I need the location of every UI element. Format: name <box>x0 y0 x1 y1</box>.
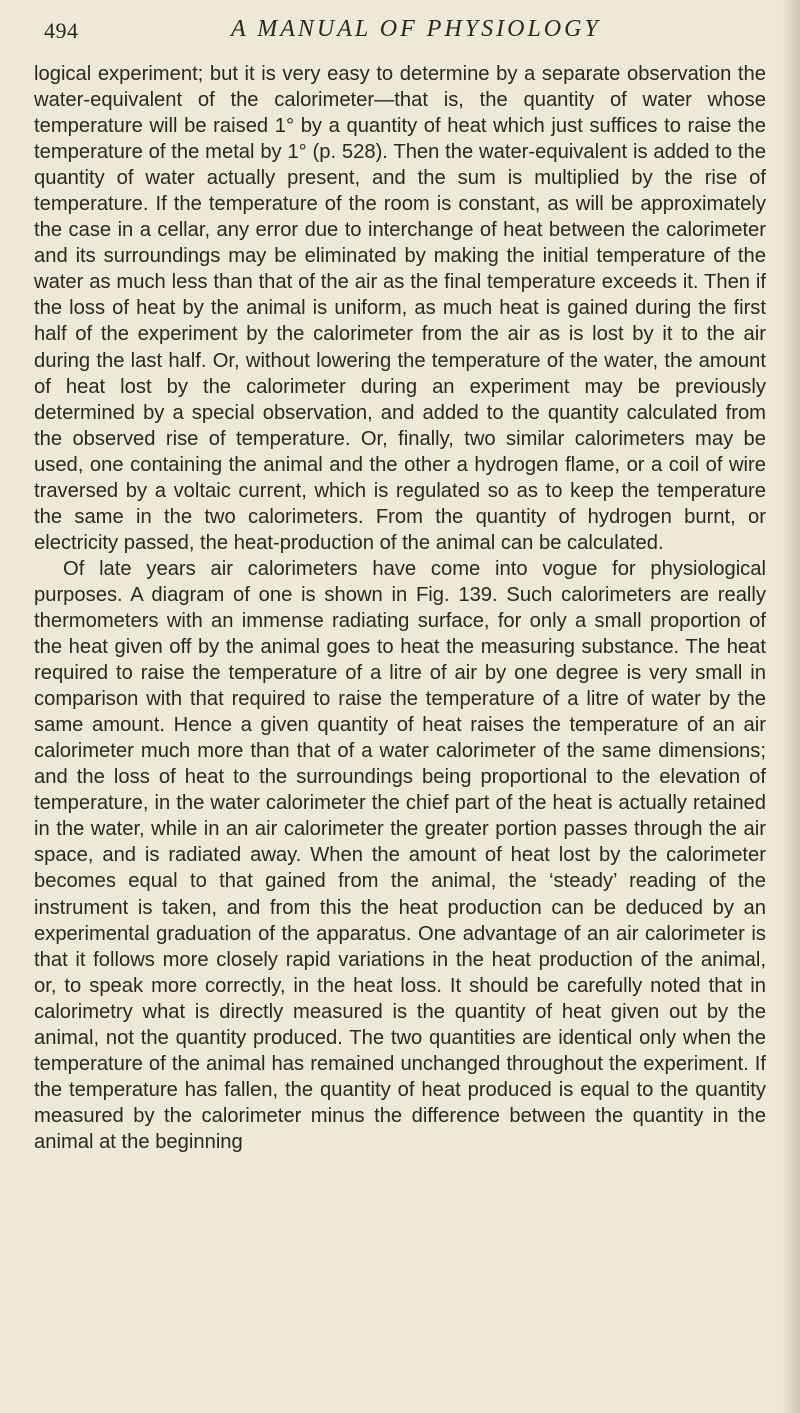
body-text <box>34 61 766 1155</box>
running-title: A MANUAL OF PHYSIOLOGY <box>231 16 601 42</box>
paragraph: logical experiment; but it is very easy to determine by a separate observation the water-equivalent of the calorimeter—that is, the quantity of water whose temperature will be raised 1° by a quantity of heat which just suffices to raise the temperature of the metal by 1° (p. 528). Then the water-equivalent is added to the quantity of water actually present, and the sum is multiplied by the rise of temperature. If the temperature of the room is constant, as will be approximately the case in a cellar, any error due to interchange of heat between the calorimeter and its surroundings may be eliminated by making the initial temperature of the water as much less than that of the air as the final temperature exceeds it. Then if the loss of heat by the animal is uniform, as much heat is gained during the first half of the experiment by the calorimeter from the air as is lost by it to the air during the last half. Or, without lowering the temperature of the water, the amount of heat lost by the calorimeter during an experiment may be previously determined by a special observation, and added to the quantity calculated from the observed rise of temperature. Or, finally, two similar calorimeters may be used, one containing the animal and the other a hydrogen flame, or a coil of wire traversed by a voltaic current, which is regulated so as to keep the temperature the same in the two calorimeters. From the quantity of hydrogen burnt, or electricity passed, the heat-production of the animal can be calculated. <box>34 63 766 554</box>
running-head <box>36 14 762 54</box>
page-edge-shadow <box>782 0 800 1413</box>
page-number: 494 <box>44 18 79 43</box>
paragraph: Of late years air calorimeters have come into vogue for physiological purposes. A diagram of one is shown in Fig. 139. Such calorimeters are really thermometers with an immense radiating surface, for only a small proportion of the heat given off by the animal goes to heat the measuring substance. The heat required to raise the temperature of a litre of air by one degree is very small in comparison with that required to raise the temperature of a litre of water by the same amount. Hence a given quantity of heat raises the temperature of an air calorimeter much more than that of a water calorimeter of the same dimensions; and the loss of heat to the surroundings being proportional to the elevation of temperature, in the water calorimeter the chief part of the heat is actually retained in the water, while in an air calorimeter the greater portion passes through the air space, and is radiated away. When the amount of heat lost by the calorimeter becomes equal to that gained from the animal, the ‘steady’ reading of the instrument is taken, and from this the heat production can be deduced by an experimental graduation of the apparatus. One advantage of an air calorimeter is that it follows more closely rapid variations in the heat production of the animal, or, to speak more correctly, in the heat loss. It should be carefully noted that in calorimetry what is directly measured is the quantity of heat given out by the animal, not the quantity produced. The two quantities are identical only when the temperature of the animal has remained unchanged throughout the experiment. If the temperature has fallen, the quantity of heat produced is equal to the quantity measured by the calorimeter minus the difference between the quantity in the animal at the beginning <box>34 557 766 1153</box>
